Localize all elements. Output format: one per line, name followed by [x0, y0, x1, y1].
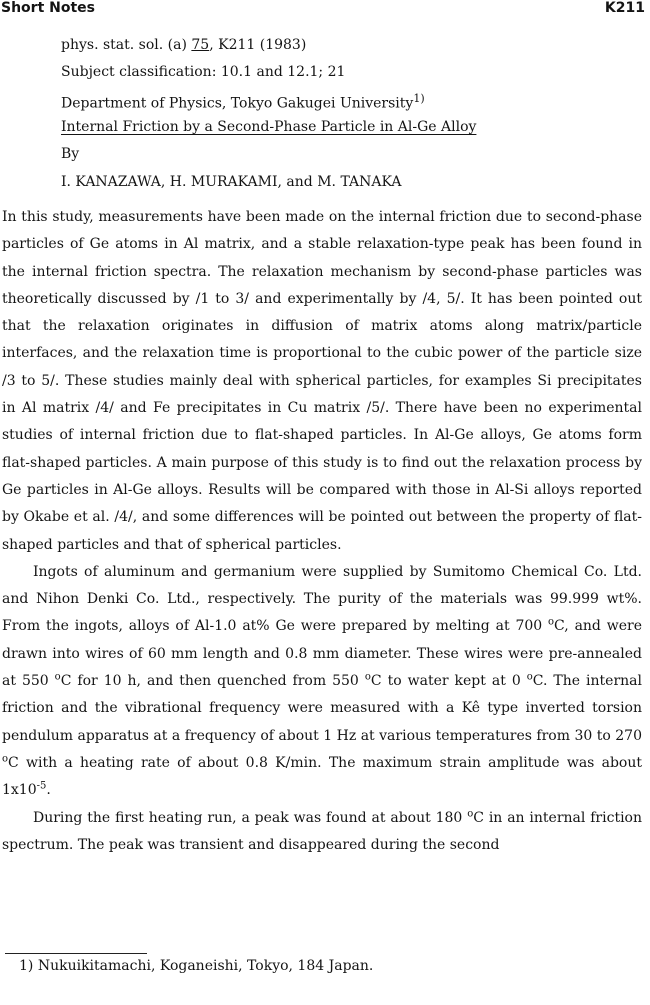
paragraph-methods: Ingots of aluminum and germanium were supplied by Sumitomo Chemical Co. Ltd. and Nihon Denki Co. Ltd., respectively. The purity of the materials was 99.999 wt%. From the ingots, alloys of Al-1.0 at% Ge were prepared by melting at 700 $^o$C, and were drawn into wires of 60 mm length and 0.8 mm diameter. These wires were pre-annealed at 550 $^o$C for 10 h, and then quenched from 550 $^o$C to water kept at 0 $^o$C. The internal friction and the vibrational frequency were measured with a Kê type inverted torsion pendulum apparatus at a frequency of about 1 Hz at various temperatures from 30 to 270 $^o$C with a heating rate of about 0.8 K/min. The maximum strain amplitude was about $1x10^{-5}$. [2, 563, 642, 799]
section-label: Short Notes [1, 0, 95, 16]
citation-prefix: phys. stat. sol. (a) [61, 37, 192, 53]
subject-classification: Subject classification: 10.1 and 12.1; 21 [61, 64, 346, 80]
paragraph-intro: In this study, measurements have been made on the internal friction due to second-phase particles of Ge atoms in Al matrix, and a stable relaxation-type peak has been found in the internal friction spectra. The relaxation mechanism by second-phase particles was theoretically discussed by /1 to 3/ and experimentally by /4, 5/. It has been pointed out that the relaxation originates in diffusion of matrix atoms along matrix/particle interfaces, and the relaxation time is proportional to the cubic power of the particle size /3 to 5/. These studies mainly deal with spherical particles, for examples Si precipitates in Al matrix /4/ and Fe precipitates in Cu matrix /5/. There have been no experimental studies of internal friction due to flat-shaped particles. In Al-Ge alloys, Ge atoms form flat-shaped particles. A main purpose of this study is to find out the relaxation process by Ge particles in Al-Ge alloys. Results will be compared with those in Al-Si alloys reported by Okabe et al. /4/, and some differences will be pointed out between the property of flat-shaped particles and that of spherical particles. [2, 209, 642, 553]
page-number: K211 [604, 0, 645, 16]
authors: I. KANAZAWA, H. MURAKAMI, and M. TANAKA [61, 174, 402, 190]
citation [61, 36, 306, 54]
article-body [2, 204, 642, 859]
footnote-rule [5, 953, 147, 954]
paper-title: Internal Friction by a Second-Phase Particle in Al-Ge Alloy [61, 119, 477, 135]
paragraph-results: During the first heating run, a peak was found at about 180 $^o$C in an internal friction spectrum. The peak was transient and disappeared during the second [2, 807, 642, 853]
department: Department of Physics, Tokyo Gakugei University [61, 95, 414, 112]
affiliation-footnote-mark: 1) [413, 92, 425, 105]
by-line: By [61, 146, 80, 162]
footnote: 1) Nukuikitamachi, Koganeishi, Tokyo, 184 Japan. [19, 958, 374, 974]
affiliation [61, 90, 425, 113]
citation-volume: 75 [191, 37, 210, 53]
running-head [0, 0, 645, 20]
citation-rest: , K211 (1983) [209, 37, 307, 53]
